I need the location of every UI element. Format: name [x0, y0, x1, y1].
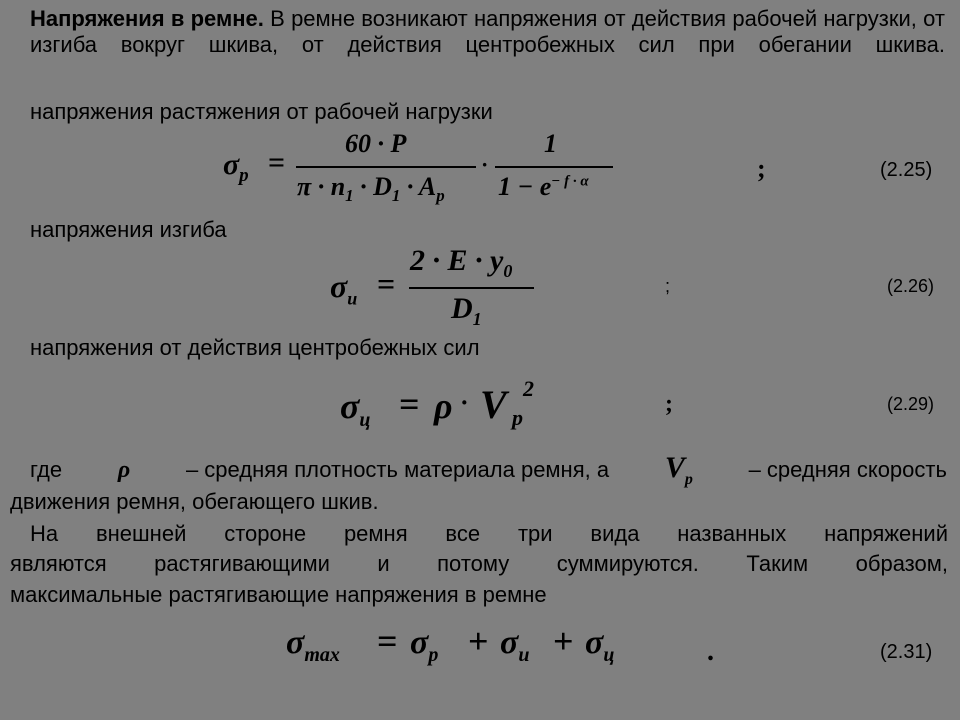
- eq231-equals: =: [377, 621, 398, 661]
- eq225-den1: [297, 172, 445, 206]
- eq225-den2: [498, 172, 589, 202]
- eq226-equals: =: [377, 266, 396, 302]
- where-line-2: движения ремня, обегающего шкив.: [10, 489, 379, 514]
- eq225-den2-base: 1 − e: [498, 172, 552, 201]
- eq229-number: (2.29): [887, 394, 935, 414]
- eq225-den2-exp: − f · α: [551, 173, 589, 190]
- para-line-3: максимальные растягивающие напряжения в ремне: [10, 582, 547, 607]
- eq229-lhs: σ: [340, 386, 360, 426]
- where-line: [30, 451, 947, 493]
- eq231-sigma-u: σ: [500, 624, 519, 661]
- eq229-dot: ·: [460, 388, 469, 417]
- eq229-lhs-sub: ц: [359, 409, 371, 432]
- where-rho-desc: – средняя плотность материала ремня, а: [185, 457, 610, 482]
- label-bending: напряжения изгиба: [30, 217, 227, 242]
- where-v: [664, 451, 693, 493]
- eq226-semicolon: ;: [665, 276, 671, 296]
- eq226-num-text: 2 · E · y: [410, 244, 504, 277]
- eq225-equals: =: [268, 146, 286, 179]
- eq226-lhs: σ: [330, 268, 348, 304]
- eq229-equals: =: [399, 384, 420, 424]
- label-centrifugal: напряжения от действия центробежных сил: [30, 335, 480, 360]
- intro-paragraph: [10, 6, 945, 58]
- where-v-letter: V: [664, 451, 685, 484]
- eq225-lhs-sub: p: [239, 165, 249, 186]
- eq225-fraction-bar-1: [296, 166, 476, 168]
- eq225-den1-n: · n: [311, 172, 346, 201]
- para-line-2: являются растягивающими и потому суммируются. Таким образом,: [10, 551, 948, 576]
- eq231-sigma-u-sub: и: [518, 643, 530, 666]
- eq231-sigma-p-sub: p: [428, 643, 439, 666]
- eq231-plus-1: +: [468, 621, 489, 661]
- intro-text: В ремне возникают напряжения от действия рабочей нагрузки, от изгиба вокруг шкива, от действия центробежных сил при обегании шкива.: [30, 6, 945, 57]
- eq231-sigma-c-sub: ц: [603, 643, 615, 666]
- eq225-dot: ·: [481, 152, 489, 177]
- eq231-sigma-max-sub: max: [304, 643, 340, 666]
- eq229-v-sup: 2: [523, 376, 534, 401]
- eq225-den1-d: · D: [353, 172, 392, 201]
- eq226-den: [451, 292, 482, 330]
- eq225-semicolon: ;: [757, 154, 766, 183]
- eq225-number: (2.25): [880, 159, 933, 181]
- eq231-period: .: [707, 636, 714, 667]
- eq225-den1-n-sub: 1: [345, 186, 354, 206]
- eq231-number: (2.31): [880, 641, 933, 663]
- where-word: где: [30, 457, 63, 482]
- eq226-den-sub: 1: [472, 309, 482, 329]
- eq226-number: (2.26): [887, 276, 935, 296]
- eq225-num1: 60 · P: [345, 129, 407, 158]
- eq225-num2: 1: [544, 129, 557, 158]
- eq229-v: V: [480, 382, 507, 427]
- where-v-sub: p: [684, 471, 693, 488]
- eq225-den1-d-sub: 1: [391, 186, 401, 206]
- eq231-sigma-p: σ: [410, 624, 429, 661]
- intro-bold: Напряжения в ремне.: [30, 6, 264, 31]
- eq229-semicolon: ;: [665, 391, 673, 417]
- eq225-lhs: σ: [223, 148, 240, 181]
- eq231-sigma-c: σ: [585, 624, 604, 661]
- eq229-v-sub: p: [512, 405, 523, 430]
- eq226-fraction-bar: [409, 287, 534, 289]
- eq225-fraction-bar-2: [495, 166, 613, 168]
- where-v-desc: – средняя скорость: [748, 457, 947, 482]
- eq231-plus-2: +: [553, 621, 574, 661]
- where-rho: ρ: [117, 457, 131, 483]
- eq226-lhs-sub: и: [347, 288, 358, 309]
- eq226-num-sub: 0: [503, 261, 513, 281]
- label-tension: напряжения растяжения от рабочей нагрузки: [30, 99, 493, 124]
- para-line-1: На внешней стороне ремня все три вида названных напряжений: [30, 521, 948, 546]
- eq225-den1-pi: π: [297, 172, 312, 201]
- eq231-sigma-max: σ: [286, 624, 305, 661]
- eq226-num: [410, 244, 512, 282]
- eq226-den-text: D: [451, 292, 473, 325]
- eq229-rho: ρ: [434, 386, 453, 426]
- eq225-den1-a-sub: p: [436, 186, 445, 206]
- eq225-den1-a: · A: [400, 172, 437, 201]
